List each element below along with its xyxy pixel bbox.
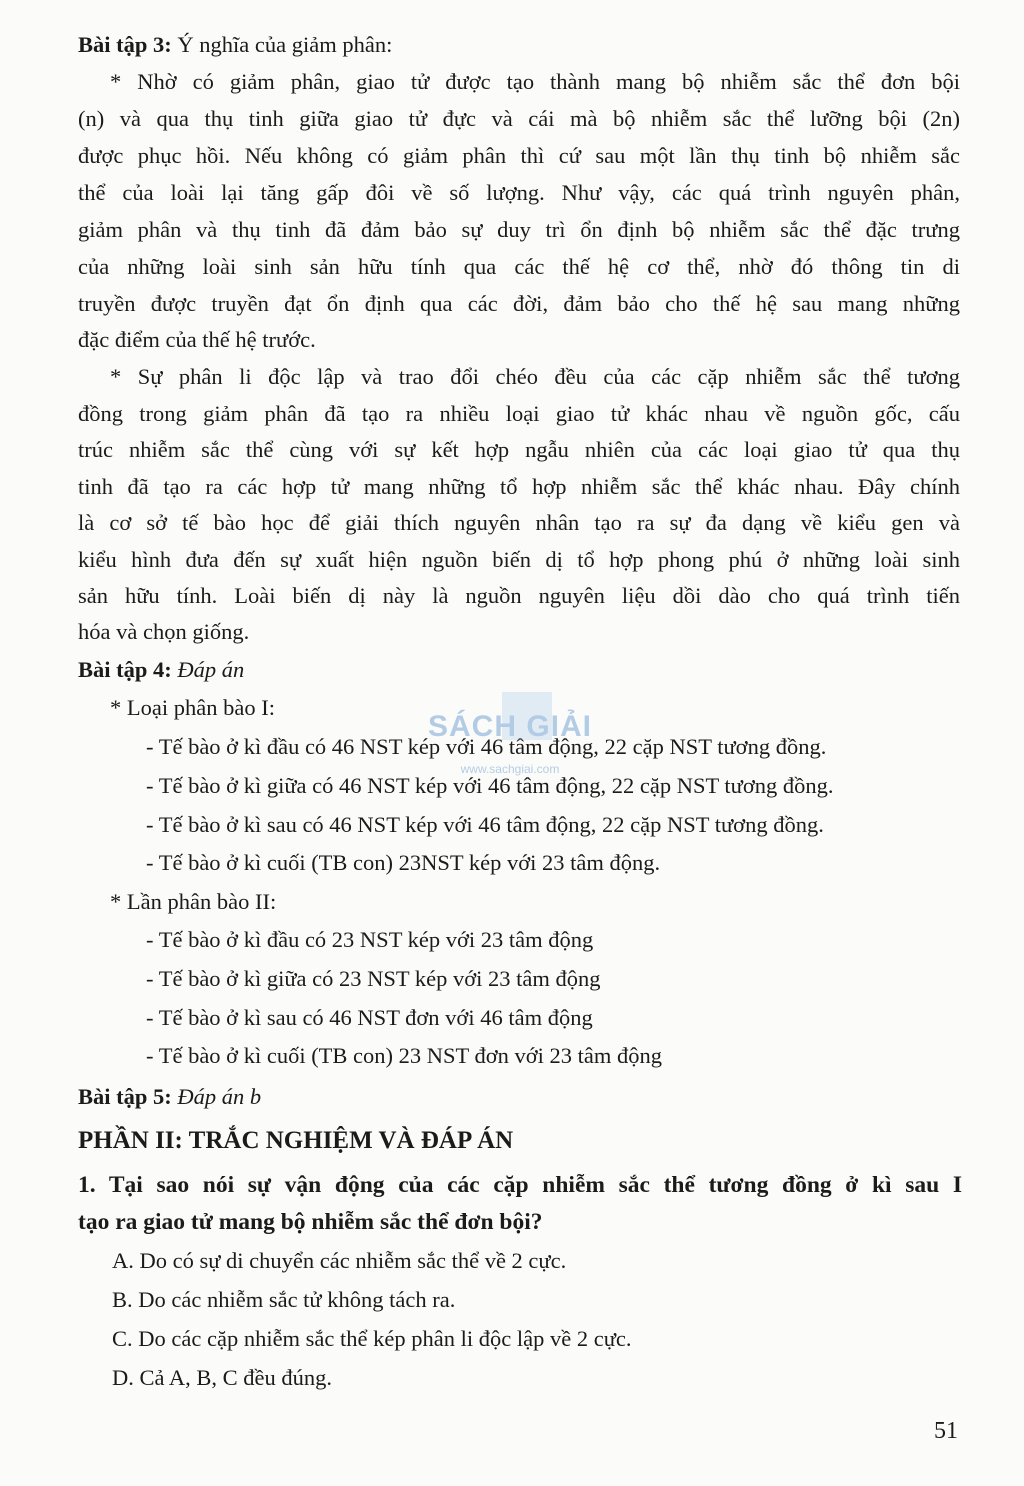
paragraph-line: đồng trong giảm phân đã tạo ra nhiều loại giao tử khác nhau về nguồn gốc, cấu	[78, 401, 960, 426]
paragraph-line: tinh đã tạo ra các hợp tử mang những tổ hợp nhiễm sắc thể khác nhau. Đây chính	[78, 474, 960, 499]
paragraph-line: sản hữu tính. Loài biến dị này là nguồn nguyên liệu dồi dào cho quá trình tiến	[78, 583, 960, 608]
paragraph-line: của những loài sinh sản hữu tính qua các thế hệ cơ thể, nhờ đó thông tin di	[78, 254, 960, 279]
list-item: - Tế bào ở kì giữa có 46 NST kép với 46 tâm động, 22 cặp NST tương đồng.	[146, 773, 834, 798]
watermark-url: www.sachgiai.com	[460, 762, 560, 776]
paragraph-line: được phục hồi. Nếu không có giảm phân thì cứ sau một lần thụ tinh bộ nhiễm sắc	[78, 143, 960, 168]
list-item: - Tế bào ở kì sau có 46 NST đơn với 46 tâm động	[146, 1005, 593, 1030]
exercise-5-answer: Đáp án b	[177, 1084, 262, 1109]
option-a: A. Do có sự di chuyển các nhiễm sắc thể về 2 cực.	[112, 1248, 567, 1273]
exercise-3-label: Bài tập 3:	[78, 32, 172, 57]
paragraph-line: truyền được truyền đạt ổn định qua các đời, đảm bảo cho thế hệ sau mang những	[78, 291, 960, 316]
option-b: B. Do các nhiễm sắc tử không tách ra.	[112, 1287, 456, 1312]
exercise-4-label: Bài tập 4:	[78, 657, 172, 682]
paragraph-line: trúc nhiễm sắc thể cùng với sự kết hợp ngẫu nhiên của các loại giao tử qua thụ	[78, 437, 960, 462]
paragraph-line: thể của loài lại tăng gấp đôi về số lượng. Như vậy, các quá trình nguyên phân,	[78, 180, 960, 205]
list-item: - Tế bào ở kì đầu có 23 NST kép với 23 tâm động	[146, 927, 594, 952]
paragraph-line: kiểu hình đưa đến sự xuất hiện nguồn biến dị tổ hợp phong phú ở những loài sinh	[78, 547, 960, 572]
paragraph-line: * Sự phân li độc lập và trao đổi chéo đều của các cặp nhiễm sắc thể tương	[110, 364, 960, 389]
option-d: D. Cả A, B, C đều đúng.	[112, 1365, 333, 1390]
paragraph-line: * Nhờ có giảm phân, giao tử được tạo thành mang bộ nhiễm sắc thể đơn bội	[110, 69, 960, 94]
option-c: C. Do các cặp nhiễm sắc thể kép phân li độc lập về 2 cực.	[112, 1326, 632, 1351]
list-item: - Tế bào ở kì cuối (TB con) 23NST kép với 23 tâm động.	[146, 850, 661, 875]
exercise-4-title: Đáp án	[177, 657, 245, 682]
exercise-3-title: Ý nghĩa của giảm phân:	[177, 32, 393, 57]
list-item: - Tế bào ở kì sau có 46 NST kép với 46 tâm động, 22 cặp NST tương đồng.	[146, 812, 824, 837]
paragraph-line: giảm phân và thụ tinh đã đảm bảo sự duy trì ổn định bộ nhiễm sắc thể đặc trưng	[78, 217, 960, 242]
list-item: - Tế bào ở kì giữa có 23 NST kép với 23 tâm động	[146, 966, 601, 991]
paragraph-line: đặc điểm của thế hệ trước.	[78, 327, 316, 352]
question-line: tạo ra giao tử mang bộ nhiễm sắc thể đơn bội?	[78, 1209, 543, 1235]
group-title: * Lần phân bào II:	[110, 889, 277, 914]
question-line: 1. Tại sao nói sự vận động của các cặp nhiễm sắc thể tương đồng ở kì sau I	[78, 1172, 962, 1198]
part-2-title: PHẦN II: TRẮC NGHIỆM VÀ ĐÁP ÁN	[78, 1127, 514, 1154]
exercise-5-label: Bài tập 5:	[78, 1084, 172, 1109]
group-title: * Loại phân bào I:	[110, 695, 275, 720]
page-number: 51	[934, 1418, 958, 1444]
list-item: - Tế bào ở kì đầu có 46 NST kép với 46 tâm động, 22 cặp NST tương đồng.	[146, 734, 827, 759]
exercise-5-heading	[78, 1079, 261, 1115]
paragraph-line: là cơ sở tế bào học để giải thích nguyên nhân tạo ra sự đa dạng về kiểu gen và	[78, 510, 960, 535]
paragraph-line: (n) và qua thụ tinh giữa giao tử đực và cái mà bộ nhiễm sắc thể lưỡng bội (2n)	[78, 106, 960, 131]
list-item: - Tế bào ở kì cuối (TB con) 23 NST đơn với 23 tâm động	[146, 1043, 663, 1068]
exercise-4-heading	[78, 652, 244, 688]
watermark-title: SÁCH GIẢI	[427, 710, 592, 743]
exercise-3-heading	[78, 27, 392, 63]
paragraph-line: hóa và chọn giống.	[78, 619, 250, 644]
